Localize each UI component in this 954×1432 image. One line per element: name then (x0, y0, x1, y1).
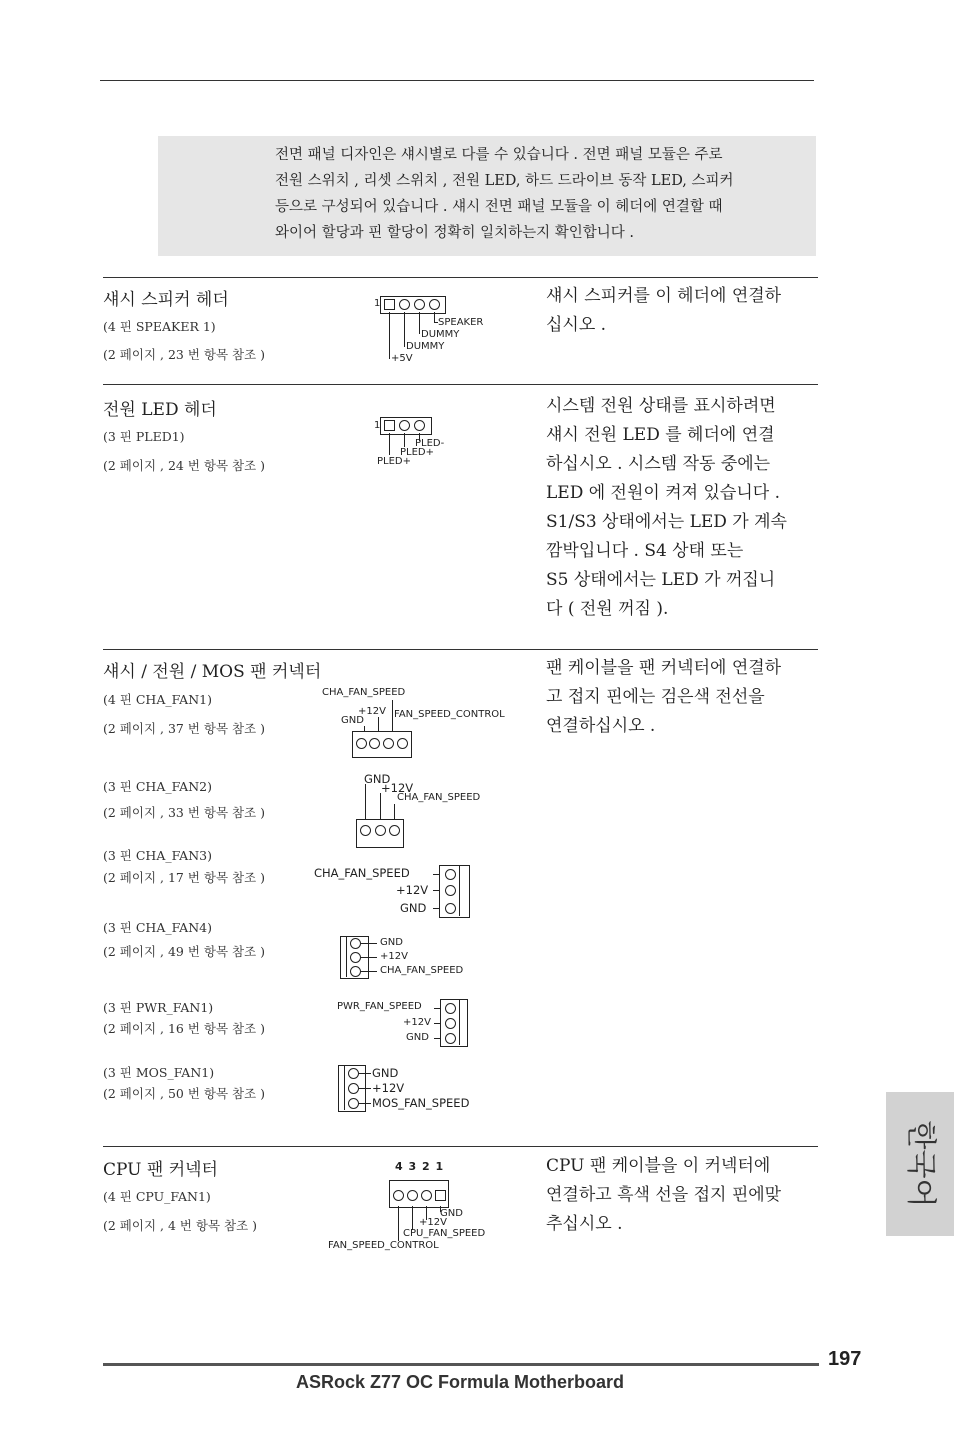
fan-speed-control-label: FAN_SPEED_CONTROL (328, 1240, 439, 1251)
section-rule (103, 277, 818, 278)
power-led-ref: (2 페이지 , 24 번 항목 참조 ) (103, 458, 265, 473)
pin (445, 1003, 456, 1014)
pin (375, 825, 386, 836)
language-tab (886, 1092, 954, 1236)
pin (414, 420, 425, 431)
pin (445, 1033, 456, 1044)
desc-line: 고 접지 핀에는 검은색 전선을 (546, 687, 765, 707)
gnd-label: GND (364, 772, 391, 786)
header-divider (344, 1066, 345, 1110)
plus12v-label: +12V (419, 1217, 447, 1228)
power-led-title: 전원 LED 헤더 (103, 400, 217, 420)
pin (421, 1190, 432, 1201)
desc-line: 하십시오 . 시스템 작동 중에는 (546, 454, 771, 474)
page-number: 197 (828, 1348, 862, 1370)
plus5v-label: +5V (391, 353, 413, 364)
pin (399, 299, 410, 310)
mos-fan1-ref: (2 페이지 , 50 번 항목 참조 ) (103, 1086, 265, 1101)
wire (359, 1103, 371, 1104)
fans-desc (546, 654, 821, 741)
cpu-fan-ref: (2 페이지 , 4 번 항목 참조 ) (103, 1218, 258, 1233)
fan-speed-label: CHA_FAN_SPEED (314, 866, 410, 880)
cha-fan3-pins: (3 핀 CHA_FAN3) (103, 848, 212, 863)
pin (350, 966, 361, 977)
top-rule (100, 80, 814, 81)
fan-speed-control-label: FAN_SPEED_CONTROL (394, 709, 505, 720)
plus12v-label: +12V (372, 1081, 405, 1095)
gnd-label: GND (372, 1066, 399, 1080)
gnd-label: GND (380, 937, 403, 948)
dummy-label: DUMMY (406, 341, 445, 352)
plus12v-label: +12V (358, 706, 386, 717)
pin (445, 885, 456, 896)
header-divider (459, 1000, 460, 1045)
wire (359, 1073, 371, 1074)
wire (404, 312, 405, 347)
section-rule (103, 649, 818, 650)
speaker-label: SPEAKER (438, 317, 484, 328)
fan-speed-label: CHA_FAN_SPEED (322, 687, 406, 698)
pled-plus-label: PLED+ (400, 447, 434, 458)
desc-line: S5 상태에서는 LED 가 꺼집니 (546, 570, 776, 590)
fan-speed-label: MOS_FAN_SPEED (372, 1096, 470, 1110)
speaker-title: 섀시 스피커 헤더 (103, 290, 229, 310)
pin (348, 1083, 359, 1094)
note-line: 전원 스위치 , 리셋 스위치 , 전원 LED, 하드 드라이브 동작 LED, 스피커 (275, 173, 734, 189)
note-text (275, 142, 815, 246)
pin (360, 825, 371, 836)
pin-numbers: 4 3 2 1 (395, 1160, 445, 1173)
wire (392, 700, 393, 732)
desc-line: 십시오 . (546, 315, 607, 335)
wire (394, 804, 395, 820)
fan-speed-label: CHA_FAN_SPEED (397, 792, 481, 803)
cha-fan2-ref: (2 페이지 , 33 번 항목 참조 ) (103, 805, 265, 820)
pin (356, 738, 367, 749)
wire (359, 1088, 371, 1089)
section-rule (103, 1146, 818, 1147)
pin (435, 1190, 446, 1201)
pin (350, 952, 361, 963)
gnd-label: GND (341, 715, 364, 726)
header-divider (346, 937, 347, 977)
pin (399, 420, 410, 431)
pin (397, 738, 408, 749)
gnd-label: GND (400, 901, 427, 915)
wire (365, 784, 366, 820)
pin (445, 903, 456, 914)
plus12v-label: +12V (396, 883, 429, 897)
cpu-fan-title: CPU 팬 커넥터 (103, 1160, 218, 1180)
desc-line: S1/S3 상태에서는 LED 가 계속 (546, 512, 787, 532)
desc-line: 연결하십시오 . (546, 716, 656, 736)
cha-fan1-ref: (2 페이지 , 37 번 항목 참조 ) (103, 721, 265, 736)
wire (419, 312, 420, 334)
wire (361, 957, 377, 958)
note-line: 와이어 할당과 핀 할당이 정확히 일치하는지 확인합니다 . (275, 225, 635, 241)
cha-fan1-pins: (4 핀 CHA_FAN1) (103, 692, 212, 707)
plus12v-label: +12V (380, 951, 408, 962)
wire (404, 433, 405, 447)
cha-fan2-pins: (3 핀 CHA_FAN2) (103, 779, 212, 794)
power-led-desc (546, 392, 821, 624)
pin (383, 738, 394, 749)
gnd-label: GND (406, 1032, 429, 1043)
wire (361, 971, 377, 972)
footer-bar (103, 1363, 819, 1366)
speaker-ref: (2 페이지 , 23 번 항목 참조 ) (103, 347, 265, 362)
desc-line: 연결하고 흑색 선을 접지 핀에맞 (546, 1185, 782, 1205)
wire (398, 1206, 399, 1241)
pled-plus-label: PLED+ (377, 456, 411, 467)
pin (389, 825, 400, 836)
plus12v-label: +12V (403, 1017, 431, 1028)
desc-line: 시스템 전원 상태를 표시하려면 (546, 396, 776, 416)
pin (348, 1068, 359, 1079)
language-tab-label: 한국어 (903, 1120, 938, 1208)
pin (369, 738, 380, 749)
note-line: 전면 패널 디자인은 섀시별로 다를 수 있습니다 . 전면 패널 모듈은 주로 (275, 147, 723, 163)
gnd-label: GND (440, 1208, 463, 1219)
desc-line: 섀시 전원 LED 를 헤더에 연결 (546, 425, 775, 445)
plus12v-label: +12V (381, 781, 414, 795)
pin (407, 1190, 418, 1201)
cha-fan3-ref: (2 페이지 , 17 번 항목 참조 ) (103, 870, 265, 885)
desc-line: LED 에 전원이 켜져 있습니다 . (546, 483, 780, 503)
wire (412, 1206, 413, 1230)
pin (445, 1018, 456, 1029)
desc-line: 다 ( 전원 꺼짐 ). (546, 599, 669, 619)
cpu-fan-pins: (4 핀 CPU_FAN1) (103, 1189, 211, 1204)
fans-title: 섀시 / 전원 / MOS 팬 커넥터 (103, 662, 322, 682)
mos-fan1-pins: (3 핀 MOS_FAN1) (103, 1065, 215, 1080)
desc-line: CPU 팬 케이블을 이 커넥터에 (546, 1156, 771, 1176)
pin (384, 299, 395, 310)
cpu-fan-desc (546, 1152, 821, 1239)
pin (414, 299, 425, 310)
pwr-fan1-pins: (3 핀 PWR_FAN1) (103, 1000, 214, 1015)
pled-minus-label: PLED- (415, 438, 445, 449)
header-divider (459, 866, 460, 916)
wire (389, 433, 390, 455)
pin (393, 1190, 404, 1201)
pin1-label: 1 (374, 420, 381, 431)
pin1-label: 1 (374, 298, 381, 309)
wire (434, 312, 435, 322)
speaker-pins: (4 핀 SPEAKER 1) (103, 319, 216, 334)
fan-speed-label: PWR_FAN_SPEED (337, 1001, 422, 1012)
wire (380, 793, 381, 820)
wire (361, 943, 377, 944)
pwr-fan1-ref: (2 페이지 , 16 번 항목 참조 ) (103, 1021, 265, 1036)
wire (378, 717, 379, 732)
dummy-label: DUMMY (421, 329, 460, 340)
pin (350, 938, 361, 949)
fan-speed-label: CHA_FAN_SPEED (380, 965, 464, 976)
power-led-pins: (3 핀 PLED1) (103, 429, 185, 444)
pin (384, 420, 395, 431)
desc-line: 섀시 스피커를 이 헤더에 연결하 (546, 286, 782, 306)
wire (389, 312, 390, 359)
desc-line: 깜박입니다 . S4 상태 또는 (546, 541, 744, 561)
note-line: 등으로 구성되어 있습니다 . 섀시 전면 패널 모듈을 이 헤더에 연결할 때 (275, 199, 723, 215)
speaker-desc (546, 282, 821, 340)
desc-line: 추십시오 . (546, 1214, 623, 1234)
pin (348, 1098, 359, 1109)
cha-fan4-ref: (2 페이지 , 49 번 항목 참조 ) (103, 944, 265, 959)
section-rule (103, 384, 818, 385)
pin (445, 869, 456, 880)
footer-title: ASRock Z77 OC Formula Motherboard (296, 1372, 625, 1392)
pin (429, 299, 440, 310)
cha-fan4-pins: (3 핀 CHA_FAN4) (103, 920, 212, 935)
desc-line: 팬 케이블을 팬 커넥터에 연결하 (546, 658, 782, 678)
cpu-fan-speed-label: CPU_FAN_SPEED (403, 1228, 486, 1239)
